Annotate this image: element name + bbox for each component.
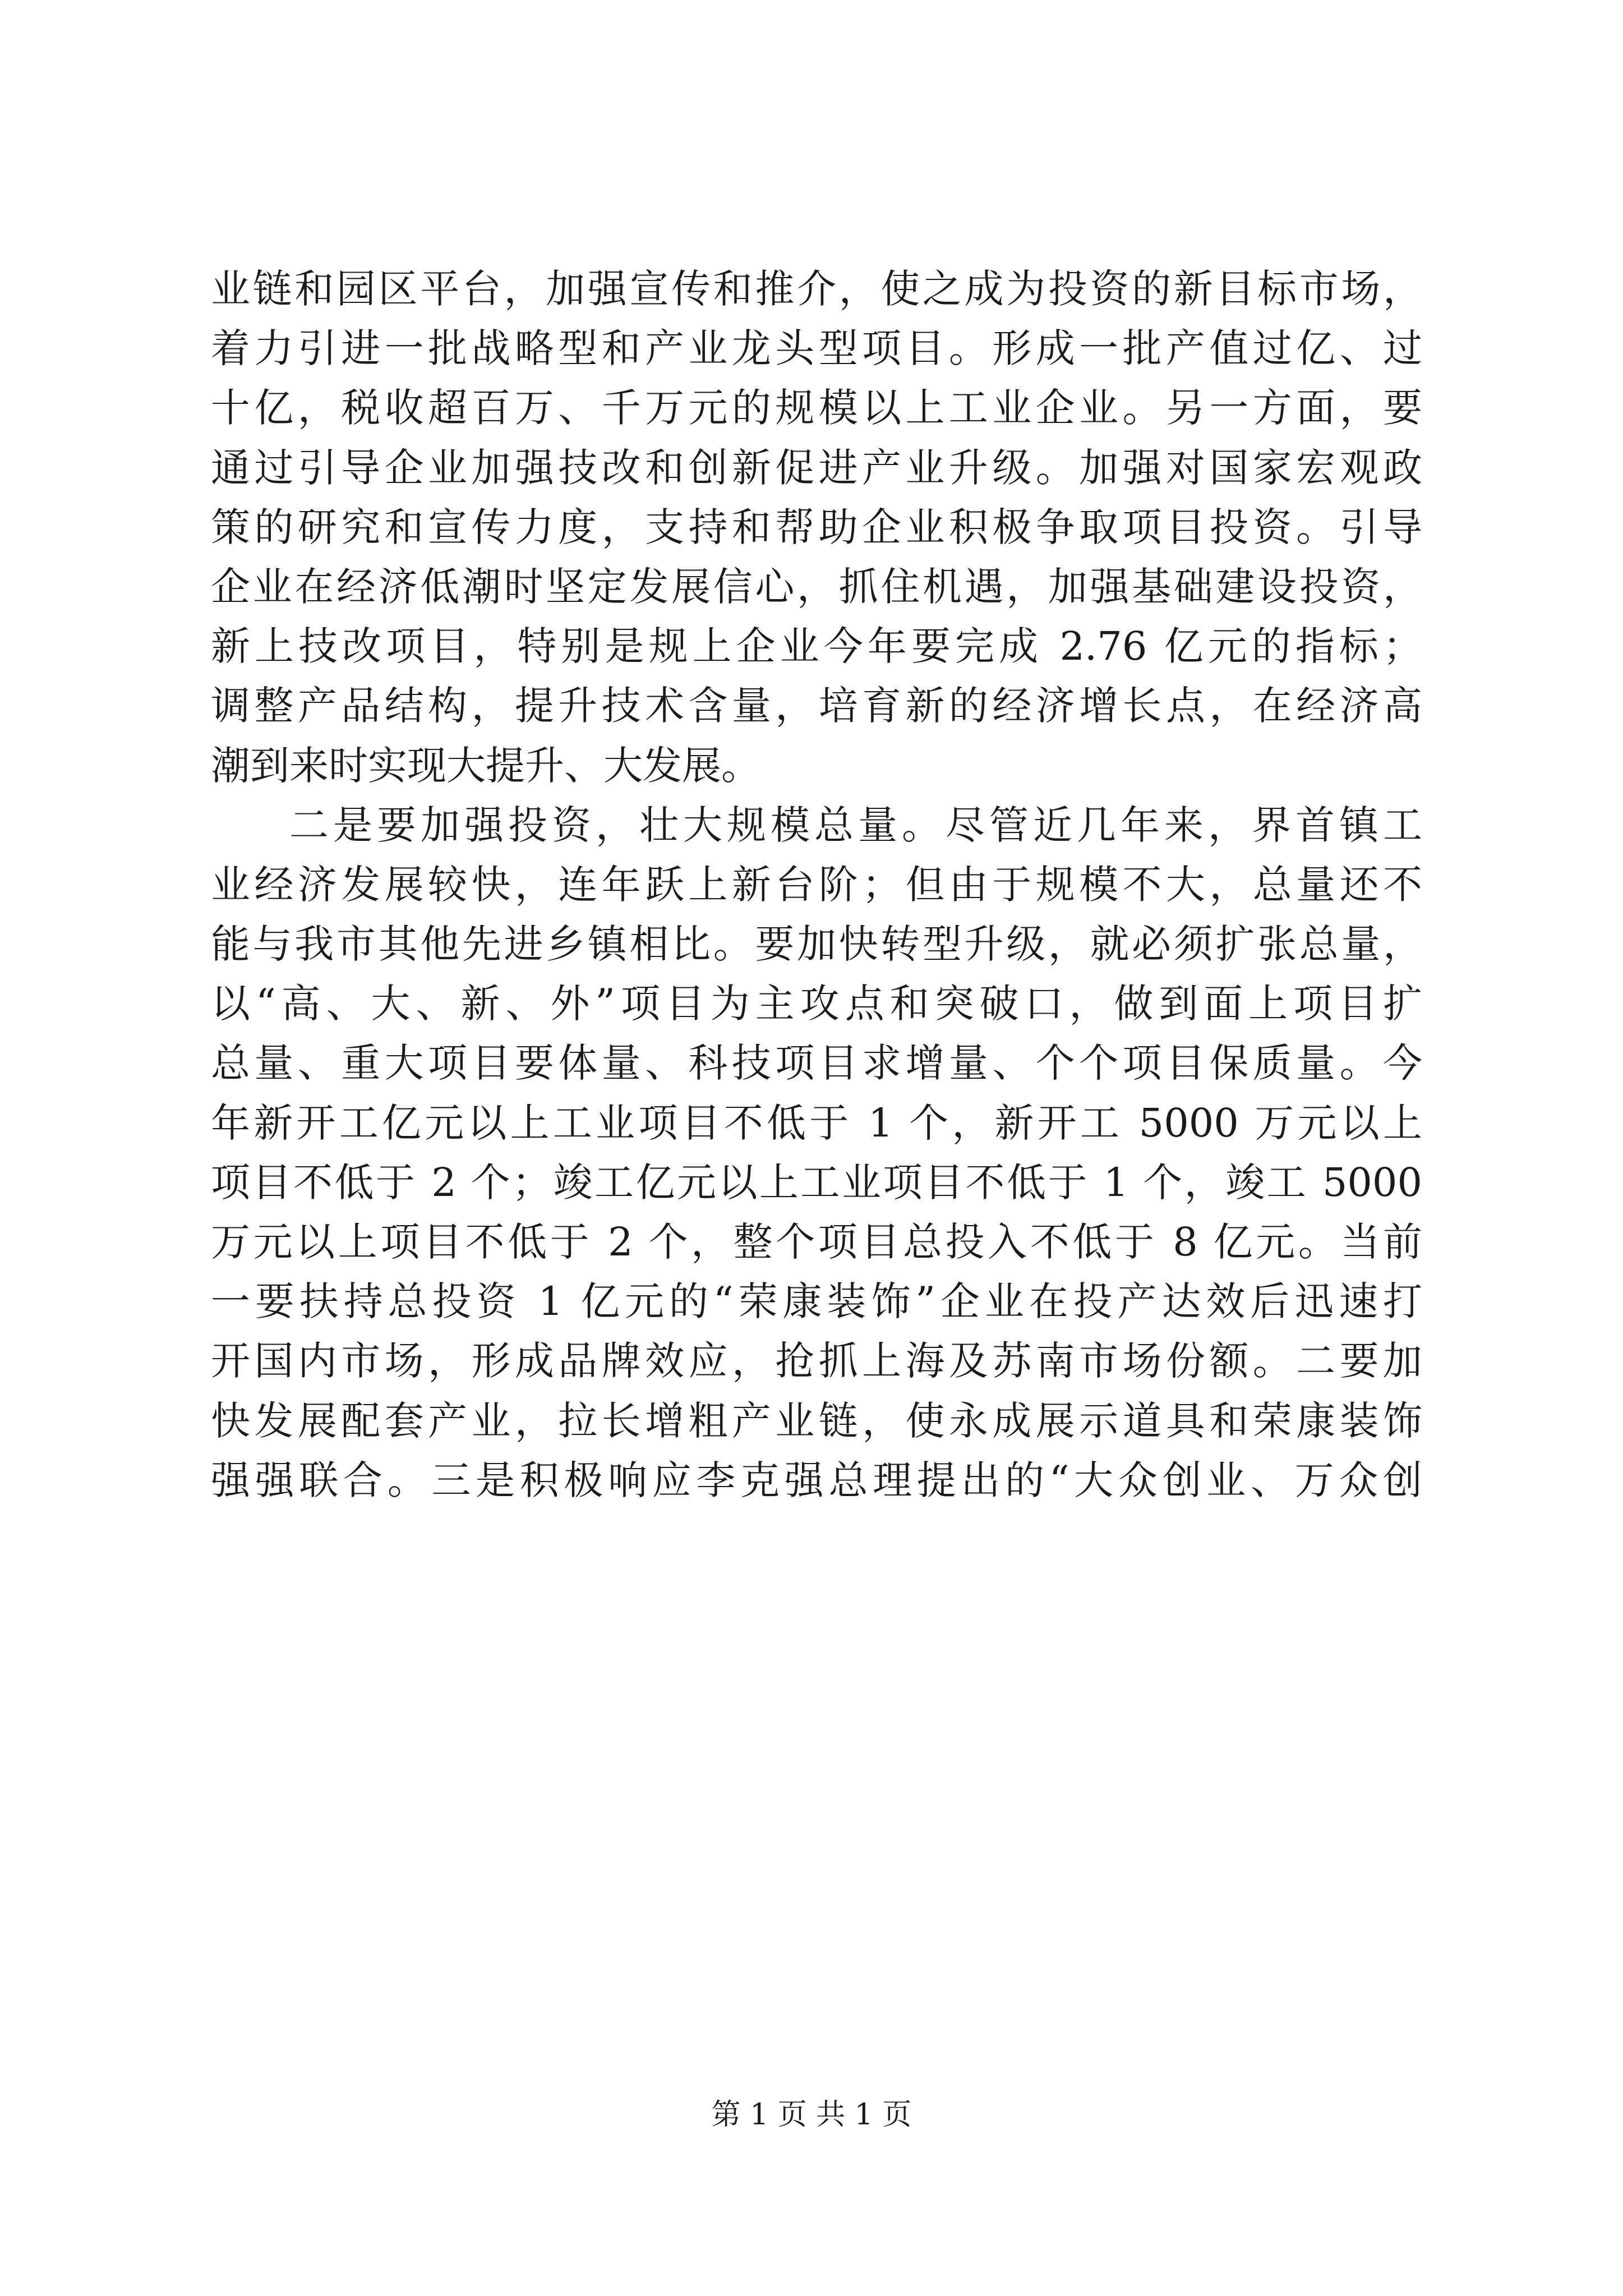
text-line: 潮到来时实现大提升、大发展。 [211, 742, 760, 789]
text-line: 业经济发展较快，连年跃上新台阶；但由于规模不大，总量还不 [211, 861, 1422, 908]
text-line: 二是要加强投资，壮大规模总量。尽管近几年来，界首镇工 [289, 802, 1422, 848]
text-line: 强强联合。三是积极响应李克强总理提出的“大众创业、万众创 [211, 1457, 1422, 1503]
text-line: 调整产品结构，提升技术含量，培育新的经济增长点，在经济高 [211, 683, 1422, 729]
text-line: 新上技改项目，特别是规上企业今年要完成 2.76 亿元的指标； [211, 623, 1422, 670]
text-line: 策的研究和宣传力度，支持和帮助企业积极争取项目投资。引导 [211, 504, 1422, 550]
paragraph-1 [211, 259, 1422, 795]
body-text [211, 259, 1422, 1510]
text-line: 企业在经济低潮时坚定发展信心，抓住机遇，加强基础建设投资， [211, 563, 1422, 610]
text-line: 业链和园区平台，加强宣传和推介，使之成为投资的新目标市场， [211, 266, 1422, 312]
text-line: 一要扶持总投资 1 亿元的“荣康装饰”企业在投产达效后迅速打 [211, 1278, 1422, 1325]
text-line: 项目不低于 2 个；竣工亿元以上工业项目不低于 1 个，竣工 5000 [211, 1159, 1422, 1205]
text-line: 能与我市其他先进乡镇相比。要加快转型升级，就必须扩张总量， [211, 921, 1422, 968]
text-line: 十亿，税收超百万、千万元的规模以上工业企业。另一方面，要 [211, 385, 1422, 431]
text-line: 着力引进一批战略型和产业龙头型项目。形成一批产值过亿、过 [211, 325, 1422, 372]
text-line: 开国内市场，形成品牌效应，抢抓上海及苏南市场份额。二要加 [211, 1338, 1422, 1384]
text-line: 快发展配套产业，拉长增粗产业链，使永成展示道具和荣康装饰 [211, 1397, 1422, 1444]
page-footer: 第 1 页 共 1 页 [711, 2098, 912, 2132]
text-line: 总量、重大项目要体量、科技项目求增量、个个项目保质量。今 [211, 1040, 1422, 1087]
text-line: 万元以上项目不低于 2 个，整个项目总投入不低于 8 亿元。当前 [211, 1219, 1422, 1265]
text-line: 年新开工亿元以上工业项目不低于 1 个，新开工 5000 万元以上 [211, 1099, 1422, 1146]
text-line: 通过引导企业加强技改和创新促进产业升级。加强对国家宏观政 [211, 444, 1422, 491]
paragraph-2 [211, 795, 1422, 1510]
text-line: 以“高、大、新、外”项目为主攻点和突破口，做到面上项目扩 [211, 981, 1422, 1027]
